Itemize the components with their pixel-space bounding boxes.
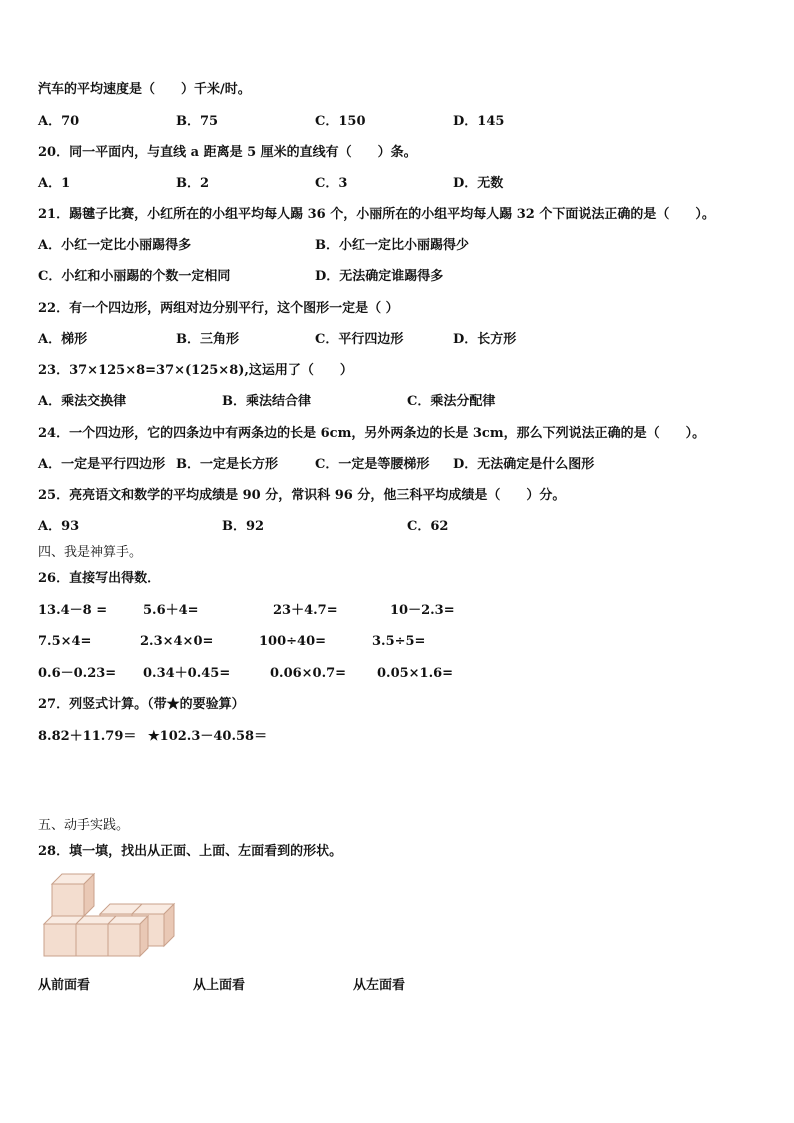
- section-4-heading: 四、我是神算手。: [38, 545, 143, 560]
- question-24-stem: 24．一个四边形，它的四条边中有两条边的长是 6cm，另外两条边的长是 3cm，那么下列说法正确的是（ ）。: [38, 426, 706, 441]
- calc-item: 10－2.3=: [390, 603, 455, 618]
- option-c: C．乘法分配律: [407, 394, 496, 409]
- view-label-front: 从前面看: [38, 978, 91, 993]
- cube-stack-figure: [38, 868, 178, 964]
- vertical-calc-item: ★102.3－40.58＝: [148, 729, 268, 744]
- option-c: C．小红和小丽踢的个数一定相同: [38, 269, 231, 284]
- option-a: A．一定是平行四边形: [38, 457, 166, 472]
- question-28-stem: 28．填一填，找出从正面、上面、左面看到的形状。: [38, 844, 343, 859]
- calc-item: 23＋4.7=: [273, 603, 338, 618]
- vertical-calc-item: 8.82＋11.79＝: [38, 729, 137, 744]
- calc-item: 7.5×4=: [38, 634, 92, 649]
- calc-item: 2.3×4×0=: [140, 634, 214, 649]
- cube-top-left: [52, 874, 94, 916]
- question-21-stem: 21．踢毽子比赛，小红所在的小组平均每人踢 36 个，小丽所在的小组平均每人踢 32 个下面说法正确的是（ ）。: [38, 207, 715, 222]
- cube-front-mid-front: [76, 924, 108, 956]
- option-c: C．平行四边形: [315, 332, 404, 347]
- calc-item: 0.06×0.7=: [270, 666, 347, 681]
- option-b: B．92: [222, 519, 265, 534]
- option-d: D．145: [453, 114, 505, 129]
- option-a: A．70: [38, 114, 80, 129]
- question-25-stem: 25．亮亮语文和数学的平均成绩是 90 分，常识科 96 分，他三科平均成绩是（ ）分。: [38, 488, 566, 503]
- cube-front-left-front: [44, 924, 76, 956]
- calc-item: 0.34＋0.45=: [143, 666, 231, 681]
- option-b: B．75: [176, 114, 219, 129]
- calc-item: 3.5÷5=: [372, 634, 426, 649]
- cube-top-left-front: [52, 884, 84, 916]
- option-a: A．1: [38, 176, 71, 191]
- calc-item: 0.6－0.23=: [38, 666, 117, 681]
- option-a: A．小红一定比小丽踢得多: [38, 238, 192, 253]
- option-c: C．一定是等腰梯形: [315, 457, 430, 472]
- view-label-left: 从左面看: [353, 978, 406, 993]
- cube-front-right: [108, 916, 148, 956]
- section-5-heading: 五、动手实践。: [38, 818, 130, 833]
- option-d: D．无法确定谁踢得多: [315, 269, 444, 284]
- option-d: D．长方形: [453, 332, 517, 347]
- option-b: B．一定是长方形: [176, 457, 278, 472]
- question-19-stem-tail: 汽车的平均速度是（ ）千米/时。: [38, 82, 251, 97]
- question-23-stem: 23．37×125×8=37×(125×8),这运用了（ ）: [38, 363, 353, 378]
- option-d: D．无数: [453, 176, 504, 191]
- option-c: C．62: [407, 519, 449, 534]
- question-20-stem: 20．同一平面内，与直线 a 距离是 5 厘米的直线有（ ）条。: [38, 145, 417, 160]
- option-c: C．3: [315, 176, 348, 191]
- question-22-stem: 22．有一个四边形，两组对边分别平行，这个图形一定是（ ）: [38, 301, 399, 316]
- question-27-stem: 27．列竖式计算。（带★的要验算）: [38, 697, 245, 712]
- view-label-top: 从上面看: [193, 978, 246, 993]
- option-b: B．乘法结合律: [222, 394, 311, 409]
- calc-item: 5.6＋4=: [143, 603, 199, 618]
- calc-item: 13.4－8 =: [38, 603, 108, 618]
- question-26-stem: 26．直接写出得数．: [38, 571, 161, 586]
- option-a: A．乘法交换律: [38, 394, 127, 409]
- cube-front-right-front: [108, 924, 140, 956]
- option-a: A．93: [38, 519, 80, 534]
- option-b: B．小红一定比小丽踢得少: [315, 238, 469, 253]
- calc-item: 0.05×1.6=: [377, 666, 454, 681]
- option-c: C．150: [315, 114, 366, 129]
- option-d: D．无法确定是什么图形: [453, 457, 595, 472]
- calc-item: 100÷40=: [259, 634, 327, 649]
- option-a: A．梯形: [38, 332, 88, 347]
- option-b: B．三角形: [176, 332, 239, 347]
- option-b: B．2: [176, 176, 210, 191]
